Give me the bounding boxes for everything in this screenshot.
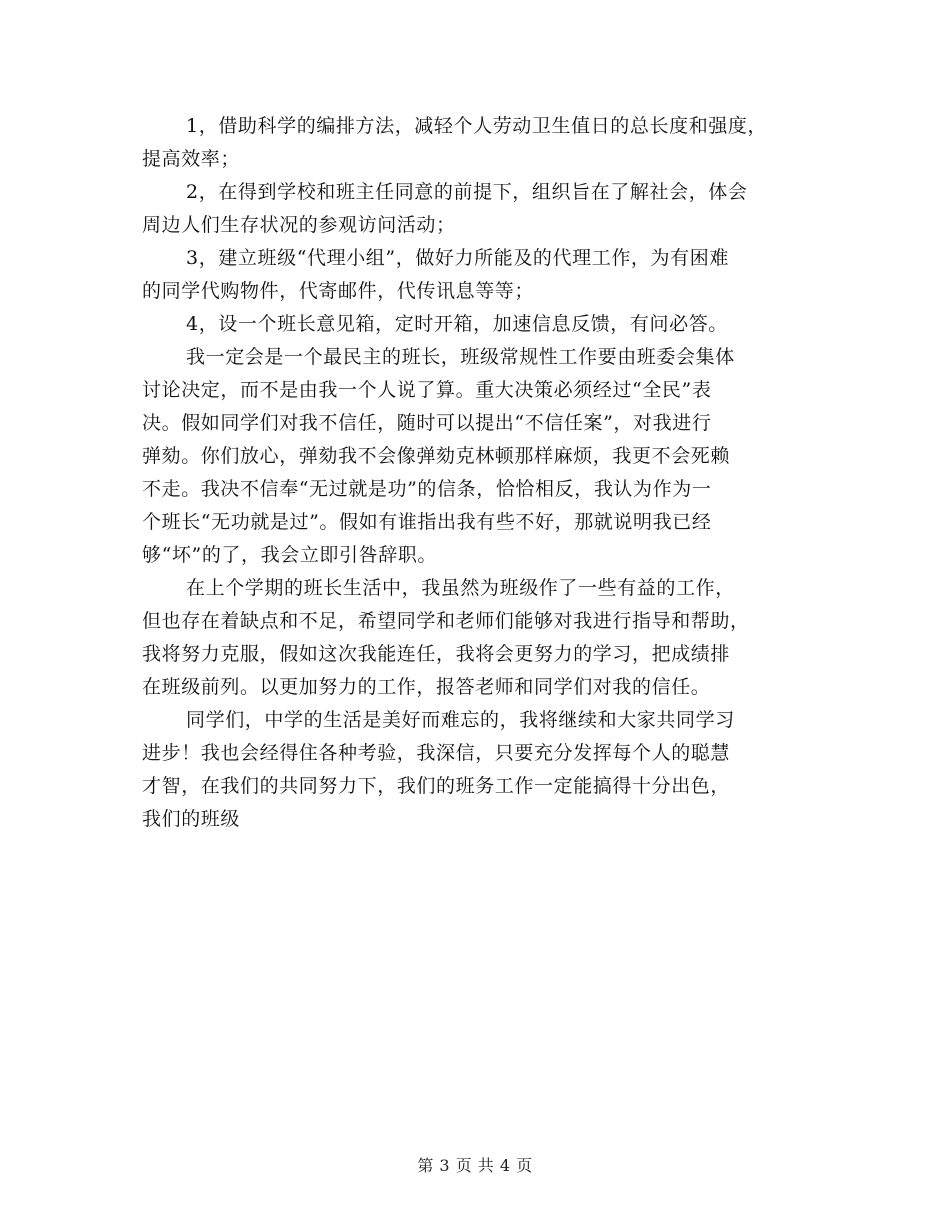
text-line: 周边人们生存状况的参观访问活动；	[142, 214, 456, 236]
text-line: 的同学代购物件，代寄邮件，代传讯息等等；	[142, 280, 535, 302]
text-line: 够“坏”的了，我会立即引咎辞职。	[142, 544, 438, 566]
text-line: 我一定会是一个最民主的班长，班级常规性工作要由班委会集体	[186, 346, 735, 368]
text-line: 提高效率；	[142, 148, 241, 170]
text-line: 决。假如同学们对我不信任，随时可以提出“不信任案”，对我进行	[142, 412, 712, 434]
text-line: 在班级前列。以更加努力的工作，报答老师和同学们对我的信任。	[142, 676, 711, 698]
text-line: 在上个学期的班长生活中，我虽然为班级作了一些有益的工作，	[186, 577, 735, 599]
text-line: 讨论决定，而不是由我一个人说了算。重大决策必须经过“全民”表	[142, 379, 712, 401]
text-line: 我们的班级	[142, 808, 241, 830]
text-line: 同学们，中学的生活是美好而难忘的，我将继续和大家共同学习	[186, 709, 735, 731]
text-line: 我将努力克服，假如这次我能连任，我将会更努力的学习，把成绩排	[142, 643, 731, 665]
text-line: 1，借助科学的编排方法，减轻个人劳动卫生值日的总长度和强度，	[186, 115, 768, 137]
text-line: 3，建立班级“代理小组”，做好力所能及的代理工作，为有困难	[186, 247, 729, 269]
text-line: 才智，在我们的共同努力下，我们的班务工作一定能搞得十分出色，	[142, 775, 731, 797]
text-line: 4，设一个班长意见箱，定时开箱，加速信息反馈，有问必答。	[186, 313, 728, 335]
text-line: 不走。我决不信奉“无过就是功”的信条，恰恰相反，我认为作为一	[142, 478, 712, 500]
text-line: 个班长“无功就是过”。假如有谁指出我有些不好，那就说明我已经	[142, 511, 712, 533]
text-line: 进步！我也会经得住各种考验，我深信，只要充分发挥每个人的聪慧	[142, 742, 731, 764]
text-line: 但也存在着缺点和不足，希望同学和老师们能够对我进行指导和帮助，	[142, 610, 750, 632]
page-number-footer: 第 3 页 共 4 页	[417, 1156, 533, 1175]
text-line: 弹劾。你们放心，弹劾我不会像弹劾克林顿那样麻烦，我更不会死赖	[142, 445, 731, 467]
text-line: 2，在得到学校和班主任同意的前提下，组织旨在了解社会，体会	[186, 181, 748, 203]
